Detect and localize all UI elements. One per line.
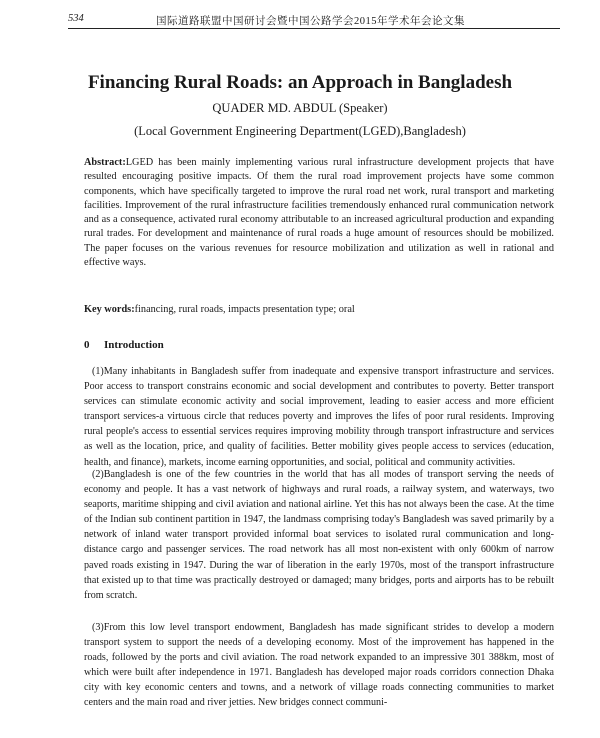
paragraph-3: (3)From this low level transport endowment, Bangladesh has made significant strides to develop a modern transport system to support the needs of a developing economy. Most of the improvement has happened in the roads, followed by the ports and civil aviation. The road network expanded to an impressive 301 388km, most of which were built after independence in 1971. Bangladesh has developed major roads corridors connection Dhaka city with key economic centers and towns, and a network of village roads connecting communities to market centers and the main road and river jetties. New bridges connect communi-: [84, 622, 554, 709]
page-number: 534: [68, 13, 84, 24]
paper-title: Financing Rural Roads: an Approach in Bangladesh: [87, 72, 513, 93]
section-heading: [84, 339, 164, 351]
abstract-text: LGED has been mainly implementing various rural infrastructure development projects that have resulted encouraging positive impacts. Of them the rural road improvement projects have some common components, which have specifically targeted to improve the rural road net work, rural transport and marketing facilities. Improvement of the rural infrastructure facilities tremendously enhanced rural communication network and as a consequence, activated rural economy attributable to an increased agricultural production and expanding rural trades. For development and maintenance of rural roads a huge amount of resources should be mobilized. The paper focuses on the various revenues for resource mobilization and utilization as well in rational and effective ways.: [84, 157, 554, 269]
section-number: 0: [84, 339, 90, 351]
keywords: [84, 304, 554, 315]
abstract-label: Abstract:: [84, 157, 126, 168]
running-header: [68, 10, 560, 29]
affiliation: (Local Government Engineering Department(LGED),Bangladesh): [134, 124, 466, 138]
abstract: [84, 156, 554, 270]
running-title: 国际道路联盟中国研讨会暨中国公路学会2015年学术年会论文集: [156, 16, 465, 27]
section-title: Introduction: [104, 339, 164, 351]
paragraph-2: (2)Bangladesh is one of the few countries in the world that has all modes of transport serving the needs of economy and people. It has a vast network of highways and rural roads, a railway system, and waterways, two seaports, maritime shipping and civil aviation and national airline. Yet this has not always been the case. At the time of the Indian sub continent partition in 1947, the landmass comprising today's Bangladesh was saved primarily by a network of inland water transport provided informal boat services to isolated rural communication and long-distance cargo and passenger services. The road network has all most non-existent with only 600km of narrow paved roads existing in 1947. During the war of liberation in the early 1970s, most of the transport infrastructure that existed up to that time was practically destroyed or damaged; many bridges, ports and airports has to be rebuilt from scratch.: [84, 469, 554, 601]
keywords-label: Key words:: [84, 304, 135, 315]
keywords-text: financing, rural roads, impacts presentation type; oral: [134, 304, 355, 315]
author: QUADER MD. ABDUL (Speaker): [212, 101, 388, 115]
paragraph-1: (1)Many inhabitants in Bangladesh suffer from inadequate and expensive transport infrastructure and services. Poor access to transport constrains economic and social development and contributes to poverty. Better transport services can stimulate economic activity and social improvement, leading to easier access and more efficient transport services-a virtuous circle that reduces poverty and improves the lifes of poor rural residents. Improving rural people's access to essential services requires improving mobility through transport infrastructure and services as well as the location, price, and quality of facilities. Better mobility gives people access to services (education, health, and finance), markets, income earning opportunities, and social, political and community activities.: [84, 366, 554, 468]
